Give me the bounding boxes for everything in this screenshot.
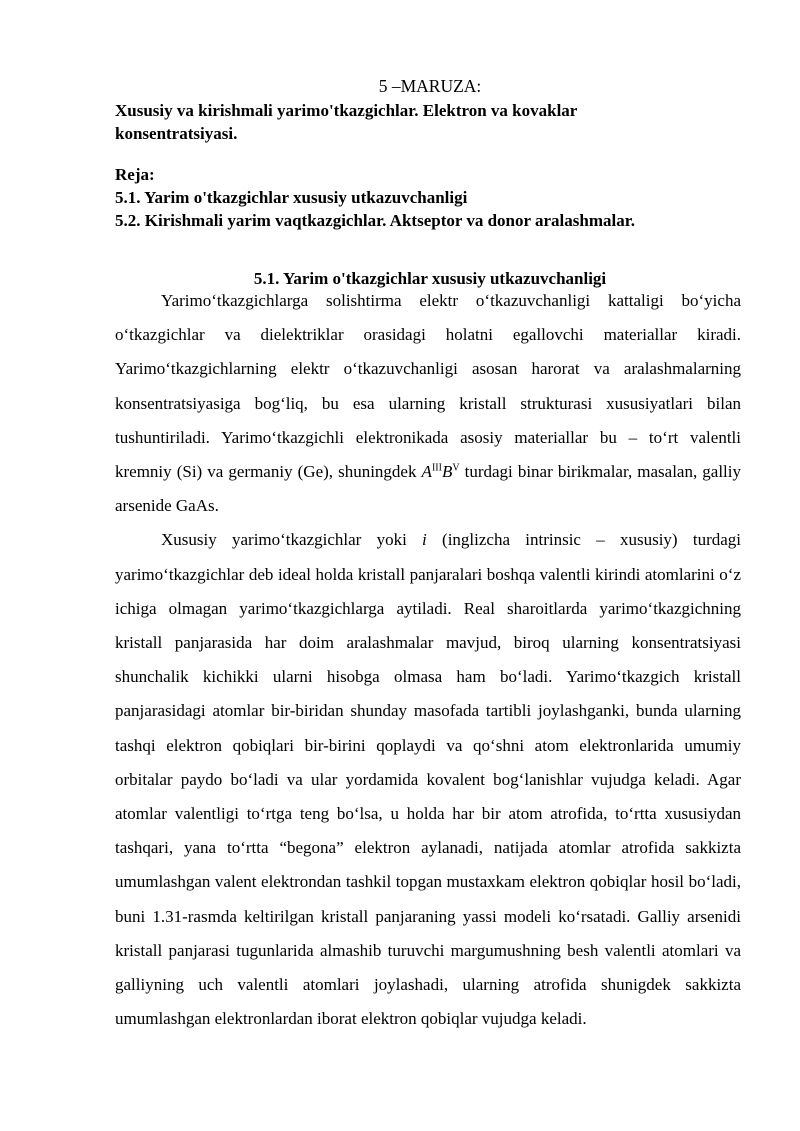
- plan-item: 5.1. Yarim o'tkazgichlar xususiy utkazuvchanligi: [115, 188, 468, 207]
- paragraph: [115, 284, 741, 523]
- formula-b-superscript: V: [452, 462, 460, 474]
- formula-a: A: [421, 462, 432, 482]
- formula-b: B: [441, 462, 453, 482]
- plan-block: [115, 163, 755, 232]
- plan-label: Reja:: [115, 165, 155, 184]
- lecture-title: Xususiy va kirishmali yarimo'tkazgichlar. Elektron va kovaklar konsentratsiyasi.: [115, 101, 578, 143]
- paragraph-text: Xususiy yarimo‘tkazgichlar yoki: [161, 530, 423, 550]
- formula-a-superscript: III: [431, 462, 442, 474]
- lecture-number: 5 –MARUZA:: [378, 76, 482, 96]
- paragraph-text: Yarimo‘tkazgichlarga solishtirma elektr o‘tkazuvchanligi kattaligi bo‘yicha o‘tkazgichlar va dielektriklar orasidagi holatni egallovchi materiallar kiradi. Yarimo‘tkazgichlarning elektr o‘tkazuvchanligi asosan harorat va aralashmalarning konsentratsiyasiga bog‘liq, bu esa ularning kristall strukturasi xususiyatlari bilan tushuntiriladi. Yarimo‘tkazgichli elektronikada asosiy materiallar bu – to‘rt valentli kremniy (Si) va germaniy (Ge), shuningdek: [115, 291, 741, 482]
- body-text: [115, 284, 741, 1036]
- section-heading: 5.1. Yarim o'tkazgichlar xususiy utkazuvchanligi: [253, 269, 607, 288]
- paragraph-text: (inglizcha intrinsic – xususiy) turdagi yarimo‘tkazgichlar deb ideal holda kristall panjaralari boshqa valentli kirindi atomlarini o‘z ichiga olmagan yarimo‘tkazgichlarga aytiladi. Real sharoitlarda yarimo‘tkazgichning kristall panjarasida har doim aralashmalar mavjud, biroq ularning konsentratsiyasi shunchalik kichikki ularni hisobga olmasa ham bo‘ladi. Yarimo‘tkazgich kristall panjarasidagi atomlar bir-biridan shunday masofada tartibli joylashganki, bunda ularning tashqi elektron qobiqlari bir-birini qoplaydi va qo‘shni atom elektronlarida umumiy orbitalar paydo bo‘ladi va ular yordamida kovalent bog‘lanishlar vujudga keladi. Agar atomlar valentligi to‘rtga teng bo‘lsa, u holda har bir atom atrofida, to‘rtta xususiydan tashqari, yana to‘rtta “begona” elektron aylanadi, natijada atomlar atrofida sakkizta umumlashgan valent elektrondan tashkil topgan mustaxkam elektron qobiqlar hosil bo‘ladi, buni 1.31-rasmda keltirilgan kristall panjaraning yassi modeli ko‘rsatadi. Galliy arsenidi kristall panjarasi tugunlarida almashib turuvchi margumushning besh valentli atomlari va galliyning uch valentli atomlari joylashadi, ularning atrofida shunigdek sakkizta umumlashgan elektronlardan iborat elektron qobiqlar vujudga keladi.: [115, 530, 742, 1029]
- paragraph-text: turdagi binar birikmalar, masalan, galliy arsenide GaAs.: [115, 462, 741, 516]
- italic-letter: i: [422, 530, 427, 550]
- paragraph: [115, 523, 741, 1036]
- plan-item: 5.2. Kirishmali yarim vaqtkazgichlar. Aktseptor va donor aralashmalar.: [115, 211, 635, 230]
